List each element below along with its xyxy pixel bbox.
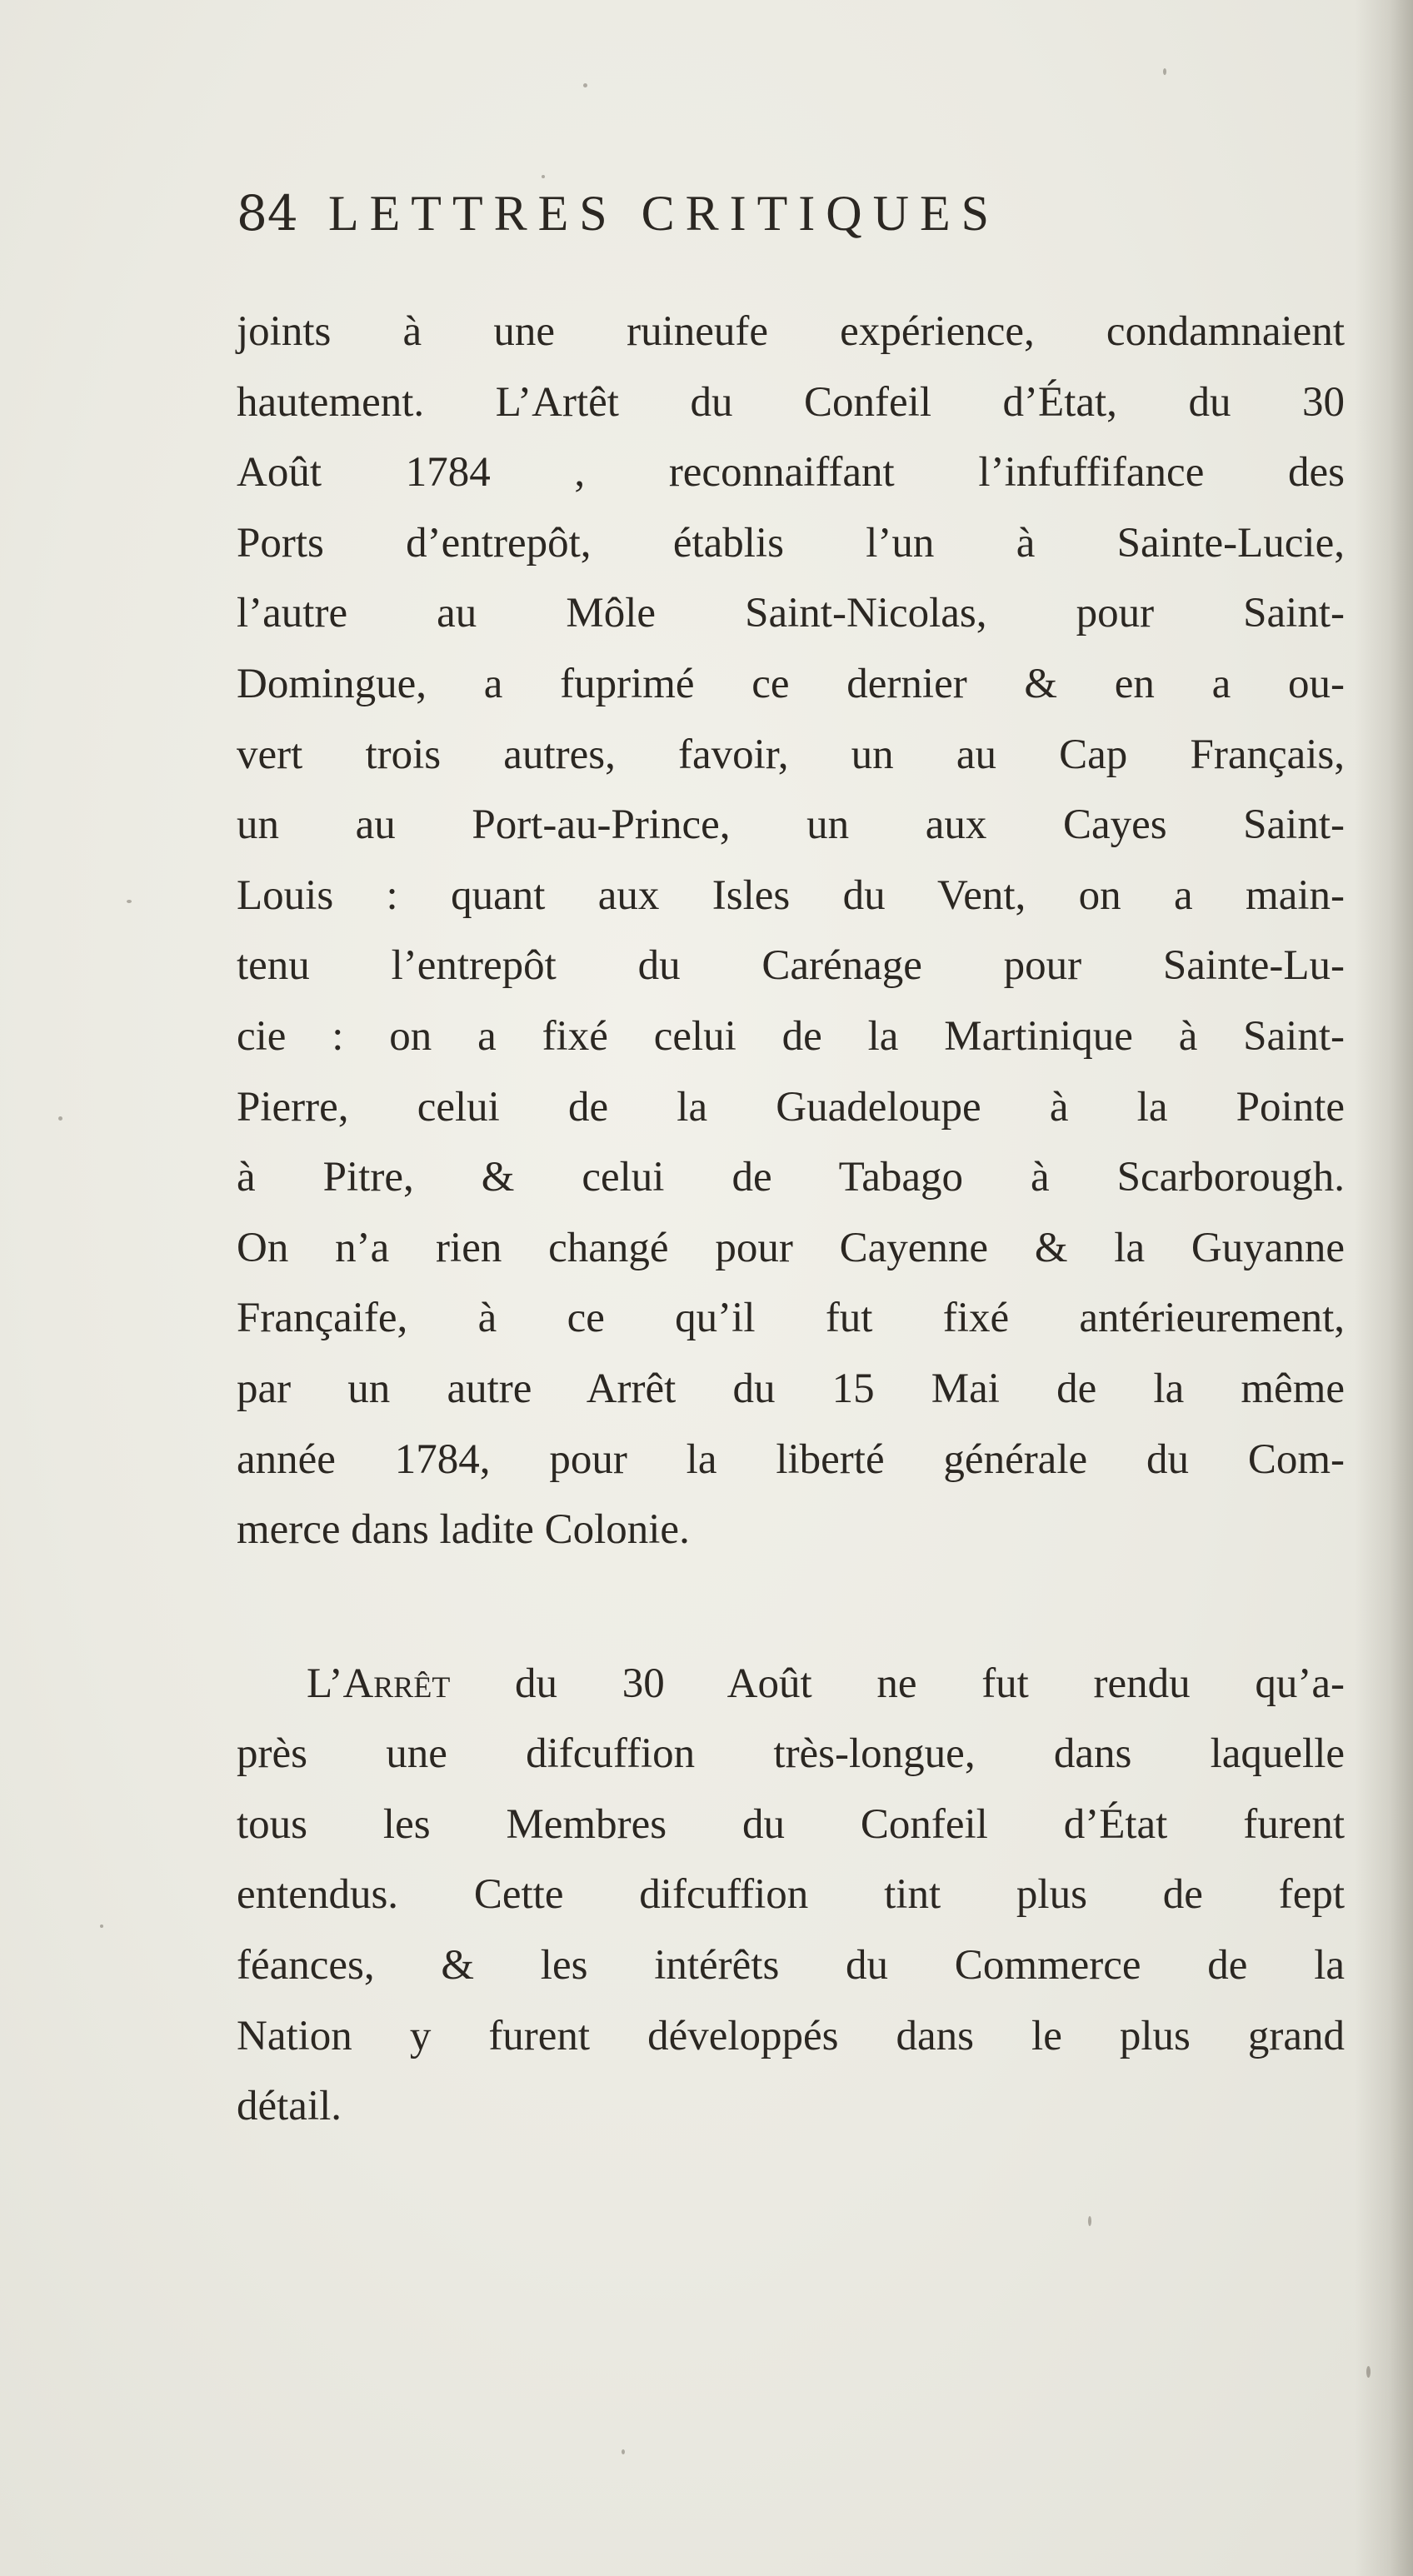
text-line-first	[237, 1649, 1345, 1720]
text-line: près une difcuffion très-longue, dans laquelle	[237, 1730, 1345, 1778]
paragraph-1	[237, 297, 1345, 1565]
text-line: détail.	[237, 2083, 342, 2130]
text-line: tous les Membres du Confeil d’État furent	[237, 1800, 1345, 1848]
text-line: entendus. Cette difcuffion tint plus de fept	[237, 1871, 1345, 1919]
text-line: Françaife, à ce qu’il fut fixé antérieurement,	[237, 1295, 1345, 1342]
text-line: merce dans ladite Colonie.	[237, 1506, 690, 1554]
text-line: Louis : quant aux Isles du Vent, on a main-	[237, 871, 1345, 919]
page-edge-shadow	[1355, 0, 1413, 2576]
paper-speck	[58, 1116, 62, 1121]
paper-speck	[542, 175, 545, 178]
text-line: l’autre au Môle Saint-Nicolas, pour Saint-	[237, 590, 1345, 637]
text-line: par un autre Arrêt du 15 Mai de la même	[237, 1365, 1345, 1412]
text-line: Ports d’entrepôt, établis l’un à Sainte-Lucie,	[237, 519, 1345, 567]
text-line: joints à une ruineufe expérience, condamnaient	[237, 308, 1345, 355]
text-line: Août 1784 , reconnaiffant l’infuffifance des	[237, 449, 1345, 497]
paper-speck	[583, 83, 587, 87]
paper-speck	[127, 900, 132, 903]
text-line: hautement. L’Artêt du Confeil d’État, du 30	[237, 378, 1345, 426]
paper-speck	[622, 2449, 625, 2454]
text-line: année 1784, pour la liberté générale du Com-	[237, 1435, 1345, 1483]
page-text	[237, 185, 1345, 2142]
paragraph-gap	[237, 1565, 1345, 1649]
first-line-rest: du 30 Août ne fut rendu qu’a-	[450, 1660, 1345, 1707]
running-title: LETTRES CRITIQUES	[328, 186, 1000, 241]
lead-smallcaps: Arrêt	[342, 1660, 451, 1707]
text-line: On n’a rien changé pour Cayenne & la Guyanne	[237, 1224, 1345, 1271]
text-line: cie : on a fixé celui de la Martinique à Saint-	[237, 1012, 1345, 1060]
lead-initial: L’	[307, 1660, 343, 1707]
text-line: Domingue, a fuprimé ce dernier & en a ou-	[237, 660, 1345, 707]
page-number: 84	[237, 185, 298, 242]
text-line: féances, & les intérêts du Commerce de la	[237, 1942, 1345, 1989]
paper-speck	[1366, 2366, 1371, 2378]
paper-speck	[1088, 2216, 1091, 2226]
paper-speck	[1163, 68, 1166, 75]
paragraph-2	[237, 1649, 1345, 2142]
text-line: à Pitre, & celui de Tabago à Scarborough.	[237, 1154, 1345, 1201]
paper-speck	[100, 1925, 103, 1928]
text-line: un au Port-au-Prince, un aux Cayes Saint-	[237, 801, 1345, 849]
text-line: tenu l’entrepôt du Carénage pour Sainte-Lu-	[237, 942, 1345, 990]
text-line: Nation y furent développés dans le plus grand	[237, 2012, 1345, 2059]
text-line: vert trois autres, favoir, un au Cap Français,	[237, 731, 1345, 778]
running-header	[237, 185, 1345, 277]
text-line: Pierre, celui de la Guadeloupe à la Pointe	[237, 1083, 1345, 1131]
